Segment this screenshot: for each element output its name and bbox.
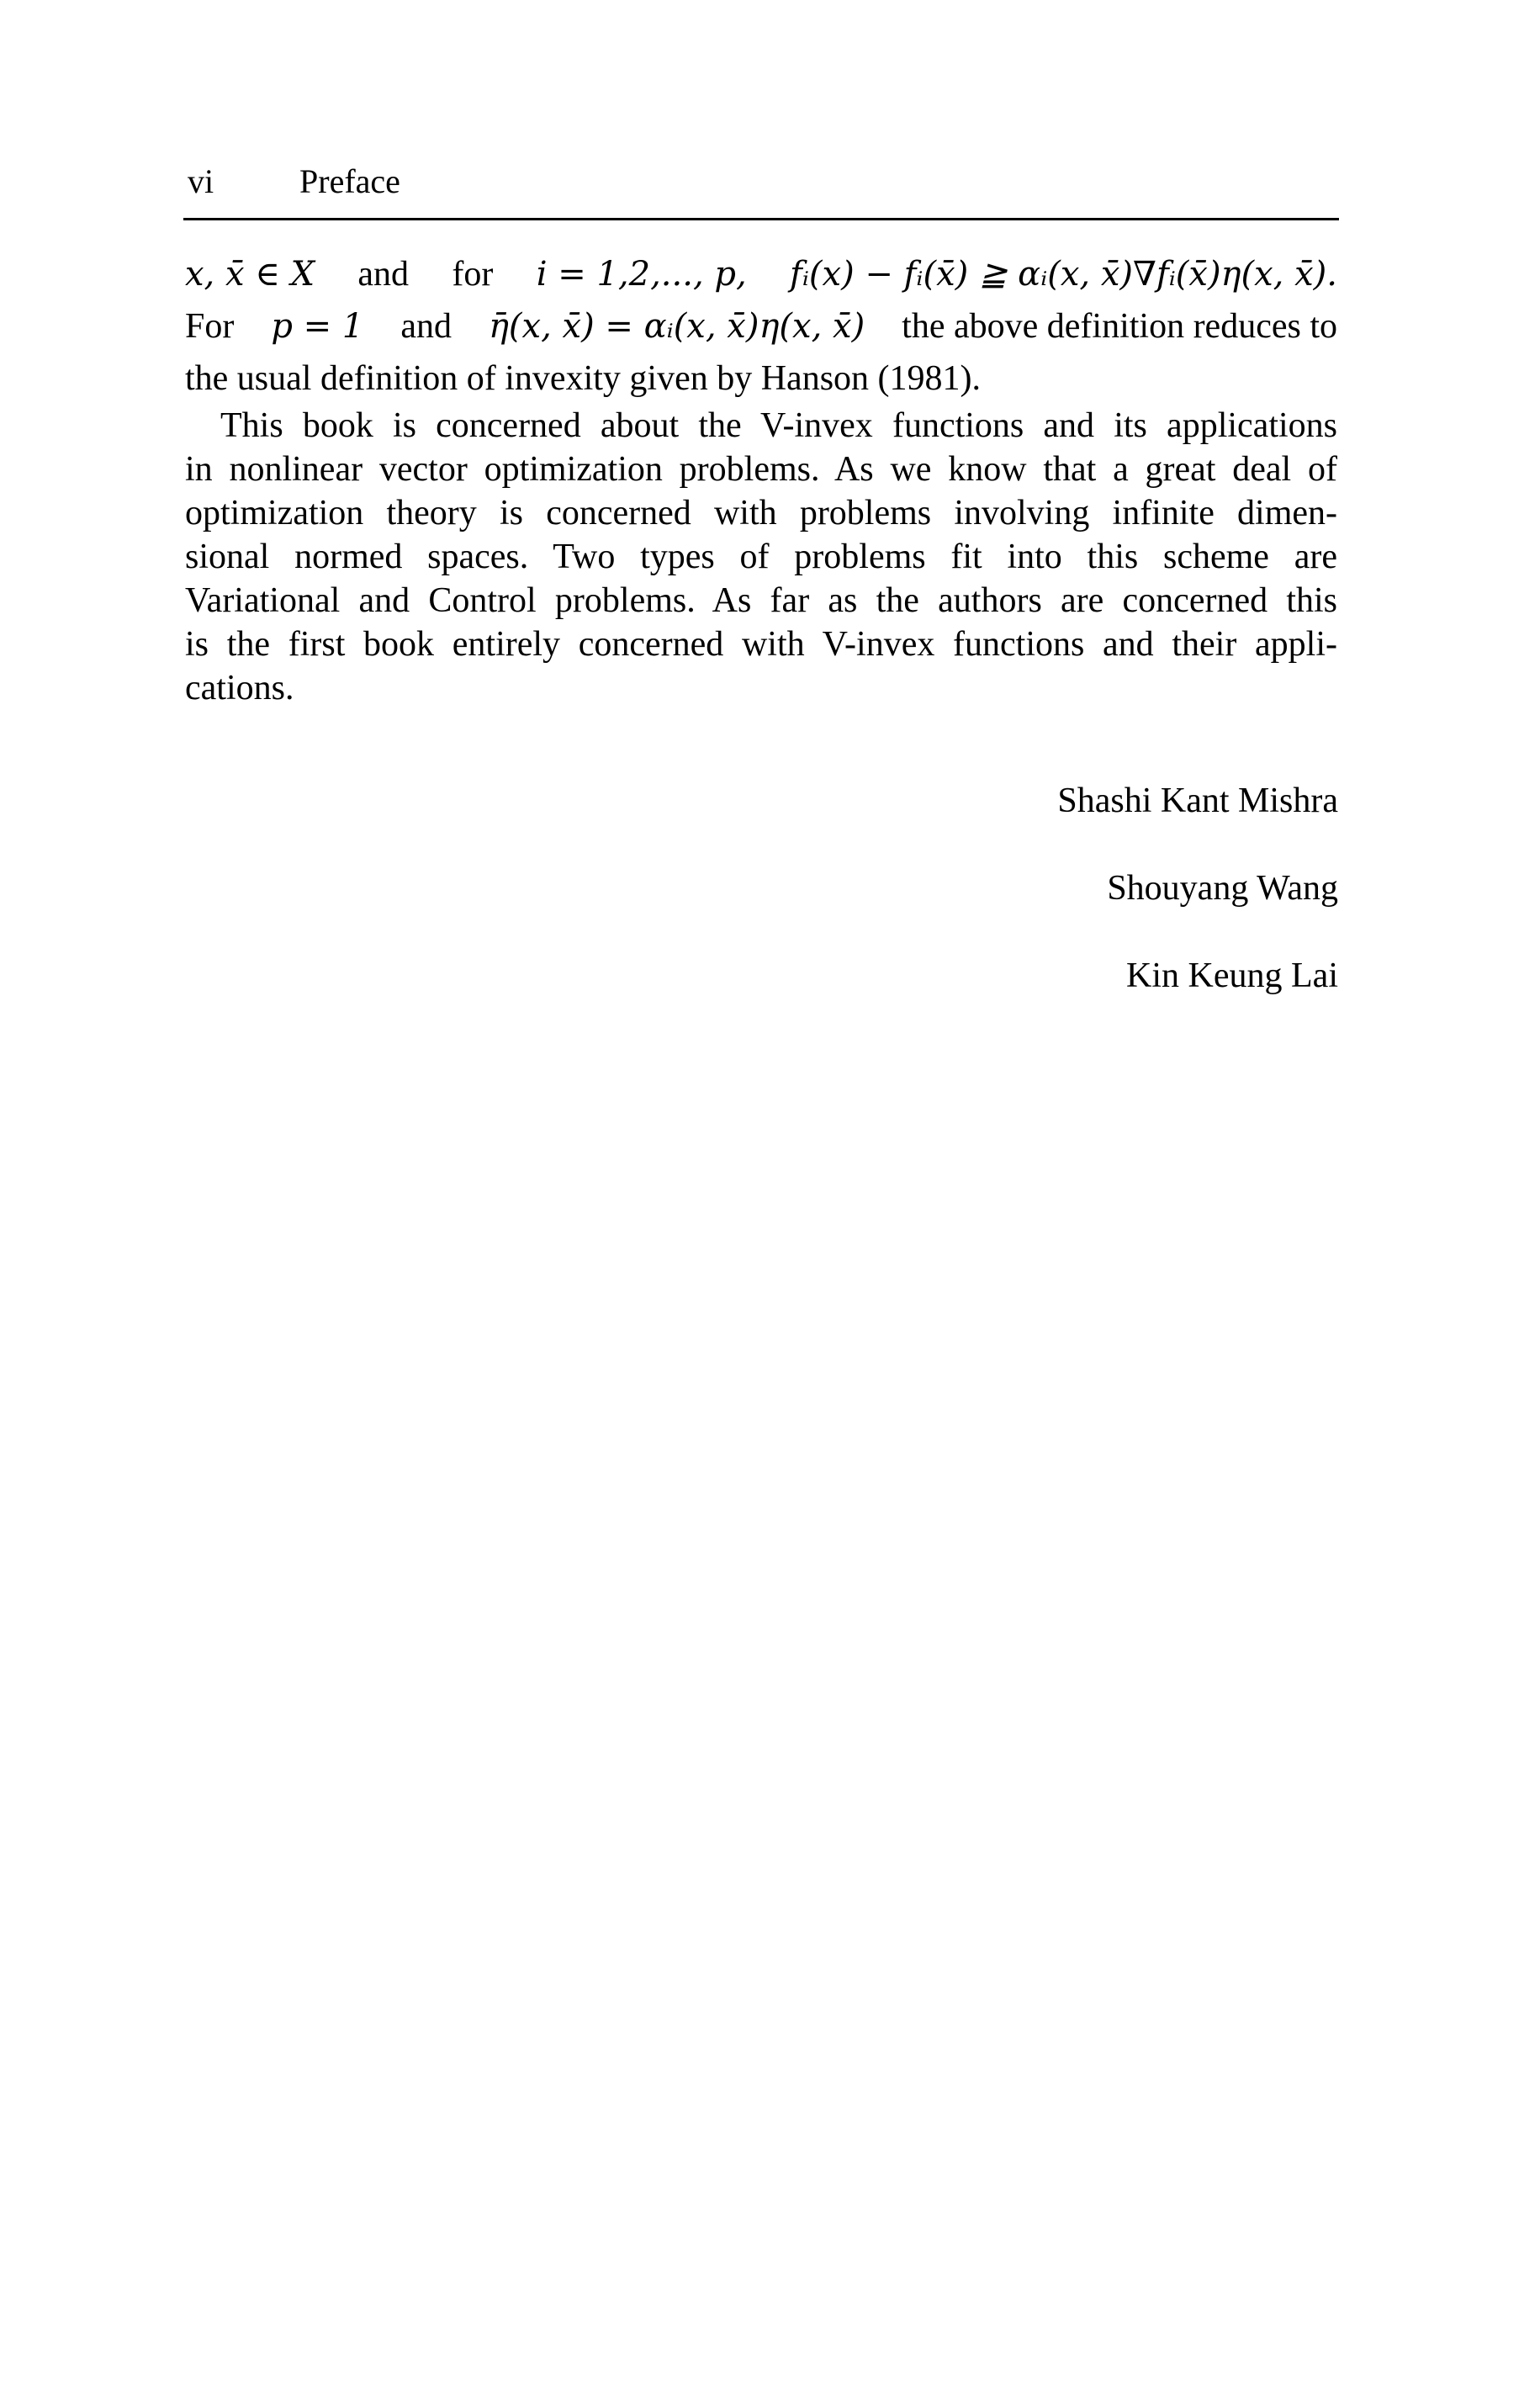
paragraph-line-text: in nonlinear vector optimization problems. As we know that a great deal of xyxy=(185,450,1337,489)
paragraph-line-text: is the first book entirely concerned with V-invex functions and their appli- xyxy=(185,625,1337,664)
body-line-1 xyxy=(185,252,1337,305)
body-line-3 xyxy=(185,357,1337,400)
paragraph-line-text: optimization theory is concerned with problems involving infinite dimen- xyxy=(185,494,1337,532)
page-number: vi xyxy=(188,162,214,200)
author-signatures xyxy=(1057,779,1338,1041)
paragraph-line-text: cations. xyxy=(185,669,294,707)
author-name: Shashi Kant Mishra xyxy=(1057,781,1338,820)
text-hanson-reference: the usual definition of invexity given by Hanson (1981). xyxy=(185,359,982,398)
math-set-membership: x, x̄ ∈ X xyxy=(185,255,315,294)
math-p-equals-one: p = 1 xyxy=(271,307,364,346)
header-rule xyxy=(183,218,1339,220)
word-and: and xyxy=(400,307,452,346)
author-name: Shouyang Wang xyxy=(1107,869,1338,908)
paragraph-line xyxy=(185,622,1337,666)
paragraph-line xyxy=(185,404,1337,448)
paragraph-line-text: sional normed spaces. Two types of problems fit into this scheme are xyxy=(185,538,1337,576)
paragraph-line-text: Variational and Control problems. As far as the authors are concerned this xyxy=(185,581,1337,620)
body-text xyxy=(185,252,1337,710)
running-title: Preface xyxy=(299,162,400,200)
math-eta-bar-definition: η̄(x, x̄) = αᵢ(x, x̄)η(x, x̄) xyxy=(488,307,865,346)
word-for: for xyxy=(452,255,494,294)
math-invexity-inequality: fᵢ(x) − fᵢ(x̄) ≧ αᵢ(x, x̄)∇fᵢ(x̄)η(x, x̄). xyxy=(790,255,1337,294)
paragraph-line xyxy=(185,448,1337,491)
word-for-capital: For xyxy=(185,307,235,346)
paragraph-2 xyxy=(185,404,1337,710)
math-index-range: i = 1,2,..., p, xyxy=(536,255,747,294)
word-and: and xyxy=(357,255,410,294)
paragraph-line xyxy=(185,491,1337,535)
paragraph-line xyxy=(185,535,1337,579)
paragraph-line xyxy=(185,579,1337,622)
author-name: Kin Keung Lai xyxy=(1126,956,1338,995)
paragraph-line-text: This book is concerned about the V-invex functions and its applications xyxy=(220,406,1337,445)
text-definition-reduces: the above definition reduces to xyxy=(902,307,1337,346)
body-line-2 xyxy=(185,305,1337,357)
page-header xyxy=(183,156,1339,215)
paragraph-line xyxy=(185,666,1337,710)
